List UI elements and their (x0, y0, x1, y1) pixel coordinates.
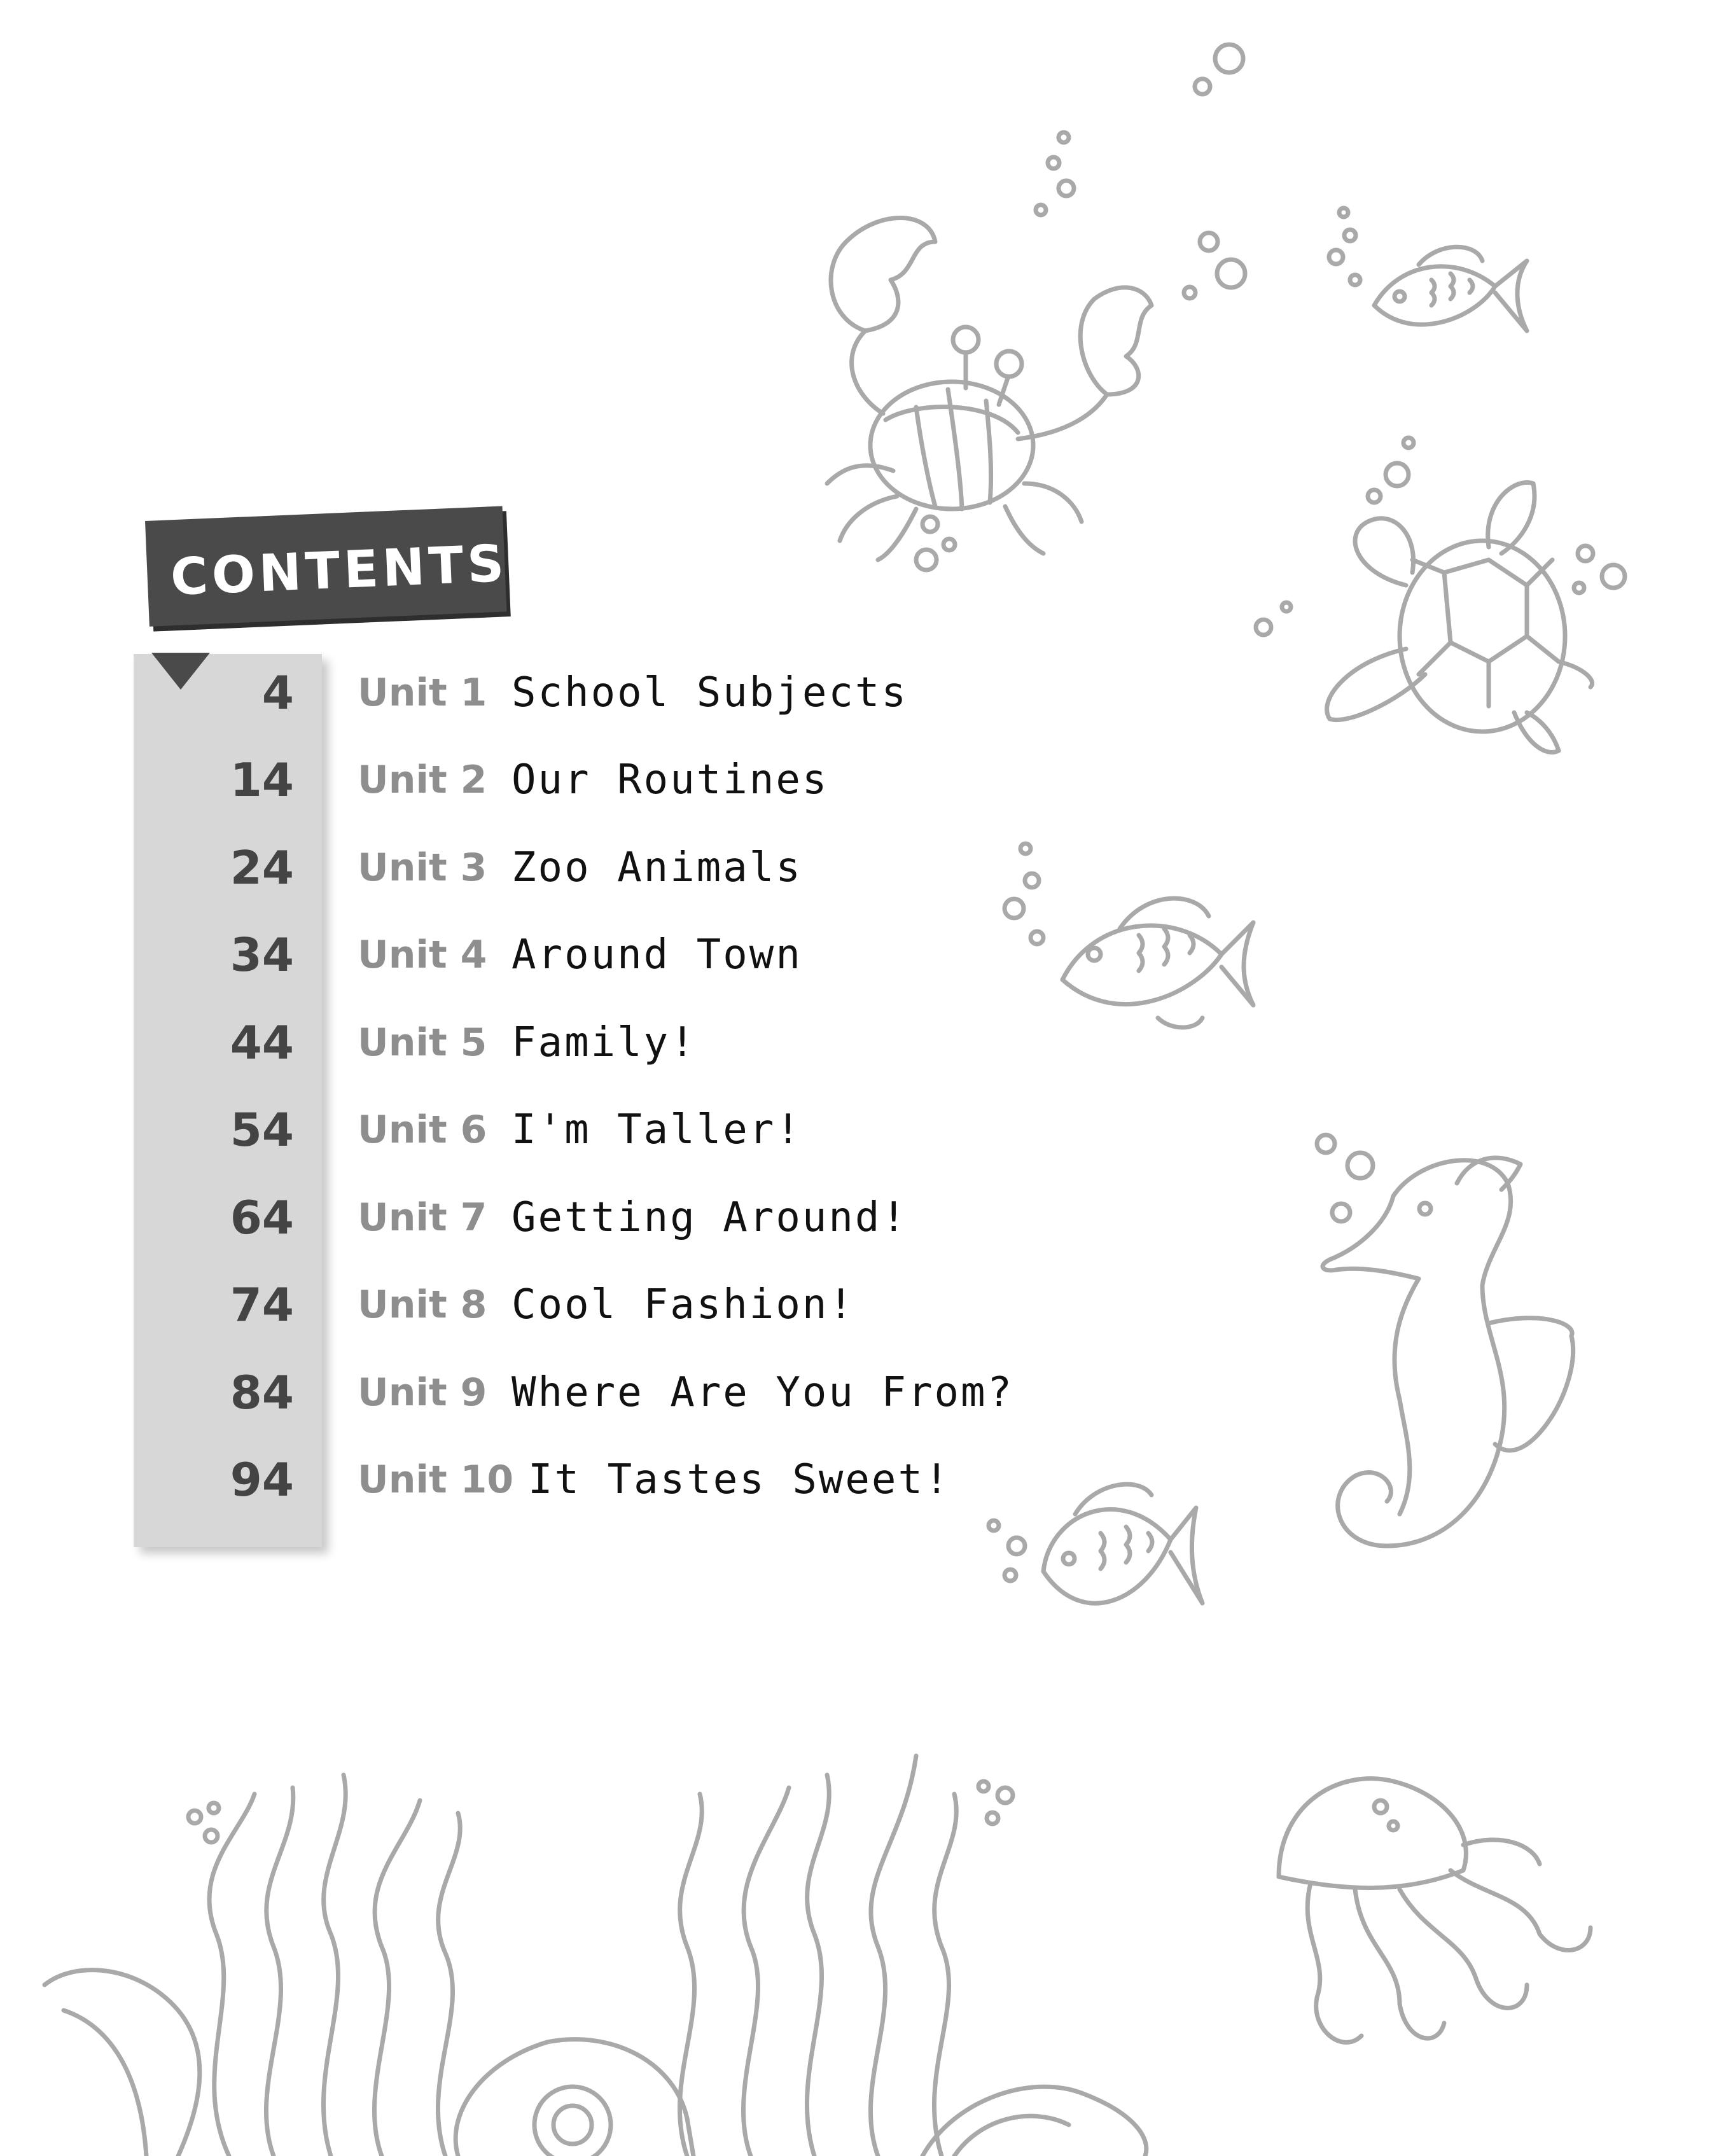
contents-entry-unit-8[interactable] (0, 1261, 1733, 1349)
contents-entry-unit-2[interactable] (0, 736, 1733, 824)
page-number: 44 (230, 1016, 294, 1069)
seaweed-illustration (209, 1756, 956, 2156)
seashells-illustration (45, 1970, 1146, 2156)
contents-heading: CONTENTS (169, 533, 509, 607)
unit-label: Unit 7 (358, 1195, 487, 1240)
jellyfish-illustration (1279, 1779, 1590, 2043)
unit-title: Family! (512, 1019, 697, 1066)
unit-title: Where Are You From? (512, 1369, 1014, 1416)
unit-title: Our Routines (512, 756, 829, 803)
page-number: 54 (230, 1103, 294, 1157)
unit-title: Zoo Animals (512, 844, 802, 891)
unit-label: Unit 6 (358, 1108, 487, 1152)
unit-title: School Subjects (512, 669, 908, 716)
contents-entry-unit-7[interactable] (0, 1174, 1733, 1262)
page-number: 74 (230, 1278, 294, 1332)
contents-entry-unit-6[interactable] (0, 1086, 1733, 1174)
contents-heading-tag (145, 512, 508, 633)
crab-illustration (827, 218, 1152, 560)
unit-label: Unit 4 (358, 933, 487, 977)
unit-title: I'm Taller! (512, 1106, 802, 1153)
page-number: 4 (261, 666, 294, 720)
unit-label: Unit 2 (358, 758, 487, 802)
fish-illustration-top (1374, 247, 1527, 331)
page-number: 24 (230, 841, 294, 894)
unit-title: Cool Fashion! (512, 1281, 855, 1328)
page-number: 94 (230, 1453, 294, 1506)
unit-title: It Tastes Sweet! (528, 1456, 951, 1503)
unit-label: Unit 5 (358, 1020, 487, 1065)
contents-entry-unit-4[interactable] (0, 911, 1733, 999)
page-number: 64 (230, 1191, 294, 1244)
contents-entry-unit-10[interactable] (0, 1436, 1733, 1524)
unit-label: Unit 9 (358, 1370, 487, 1415)
contents-entry-unit-5[interactable] (0, 999, 1733, 1087)
page-number: 14 (230, 753, 294, 807)
page-number: 84 (230, 1366, 294, 1419)
unit-label: Unit 8 (358, 1283, 487, 1327)
unit-title: Getting Around! (512, 1194, 908, 1241)
page-number: 34 (230, 928, 294, 982)
contents-entry-unit-1[interactable] (0, 649, 1733, 737)
unit-title: Around Town (512, 931, 802, 978)
contents-entry-unit-3[interactable] (0, 824, 1733, 912)
contents-entry-unit-9[interactable] (0, 1349, 1733, 1436)
unit-label: Unit 1 (358, 671, 487, 715)
unit-label: Unit 10 (358, 1457, 514, 1502)
unit-label: Unit 3 (358, 845, 487, 890)
